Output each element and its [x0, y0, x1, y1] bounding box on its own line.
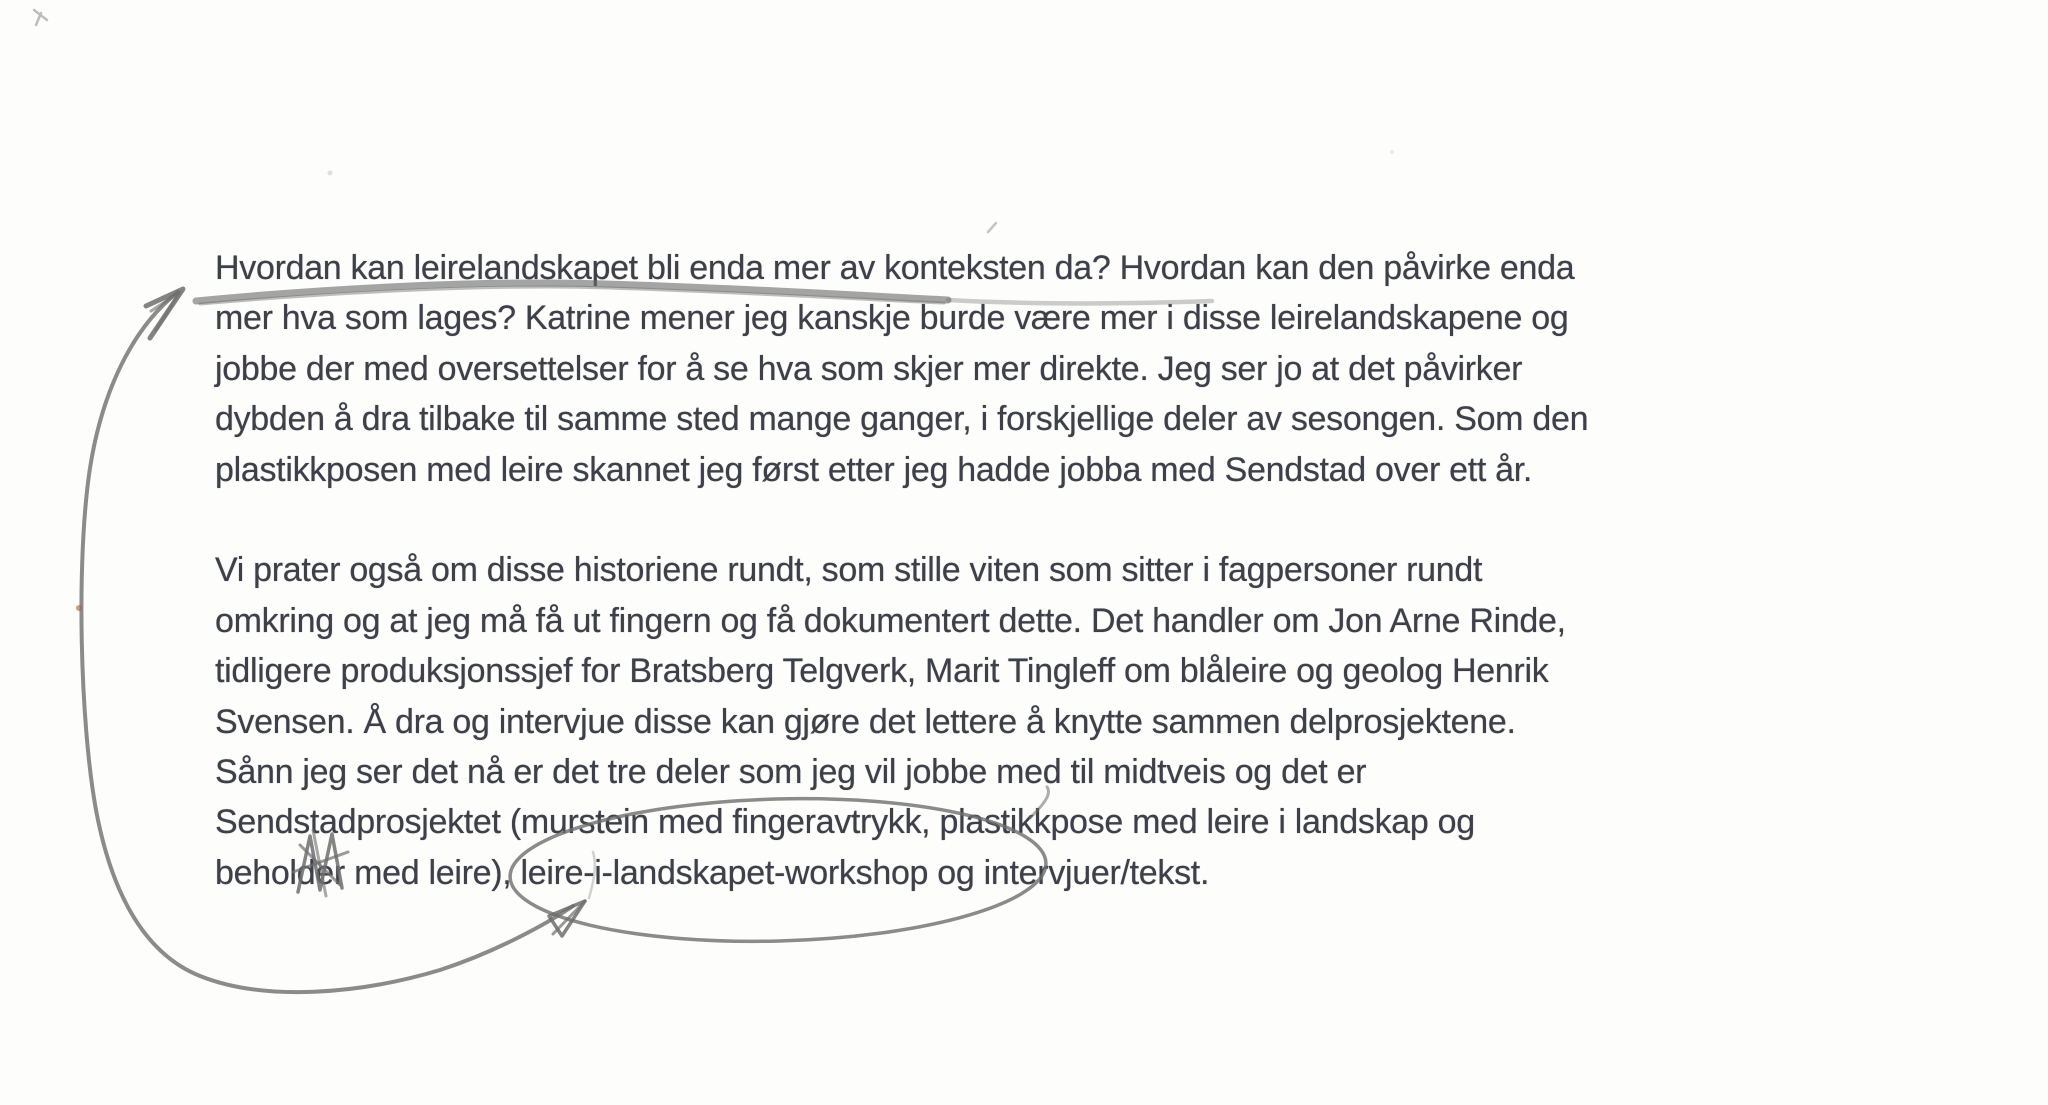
text-line: Sånn jeg ser det nå er det tre deler som jeg vil jobbe med til midtveis og det er	[215, 753, 1367, 792]
corner-tick-mark	[34, 10, 47, 25]
text-line: Sendstadprosjektet (murstein med fingeravtrykk, plastikkpose med leire i landskap og	[215, 803, 1475, 842]
text-line: Vi prater også om disse historiene rundt, som stille viten som sitter i fagpersoner rundt	[215, 551, 1483, 590]
text-line: dybden å dra tilbake til samme sted mange ganger, i forskjellige deler av sesongen. Som den	[215, 400, 1589, 439]
text-line: tidligere produksjonssjef for Bratsberg Telgverk, Marit Tingleff om blåleire og geolog Henrik	[215, 652, 1549, 691]
red-speck	[76, 605, 82, 611]
text-line: plastikkposen med leire skannet jeg først etter jeg hadde jobba med Sendstad over ett år.	[215, 450, 1533, 489]
text-line: Hvordan kan leirelandskapet bli enda mer av konteksten da? Hvordan kan den påvirke enda	[215, 249, 1575, 287]
text-line: omkring og at jeg må få ut fingern og få dokumentert dette. Det handler om Jon Arne Rinde,	[215, 601, 1566, 640]
text-line: beholder med leire), leire-i-landskapet-workshop og intervjuer/tekst.	[215, 853, 1210, 892]
paragraph-1	[215, 243, 1835, 495]
stray-tick-mark	[988, 223, 996, 232]
typed-text-block	[215, 243, 1835, 898]
gray-speck	[328, 171, 333, 176]
arrowhead-top	[146, 289, 183, 338]
text-line: Svensen. Å dra og intervjue disse kan gjøre det lettere å knytte sammen delprosjektene.	[215, 702, 1516, 741]
text-line: jobbe der med oversettelser for å se hva som skjer mer direkte. Jeg ser jo at det påvirker	[215, 349, 1523, 388]
paragraph-2	[215, 545, 1835, 898]
gray-speck	[1390, 150, 1394, 154]
text-line: mer hva som lages? Katrine mener jeg kanskje burde være mer i disse leirelandskapene og	[215, 299, 1569, 338]
